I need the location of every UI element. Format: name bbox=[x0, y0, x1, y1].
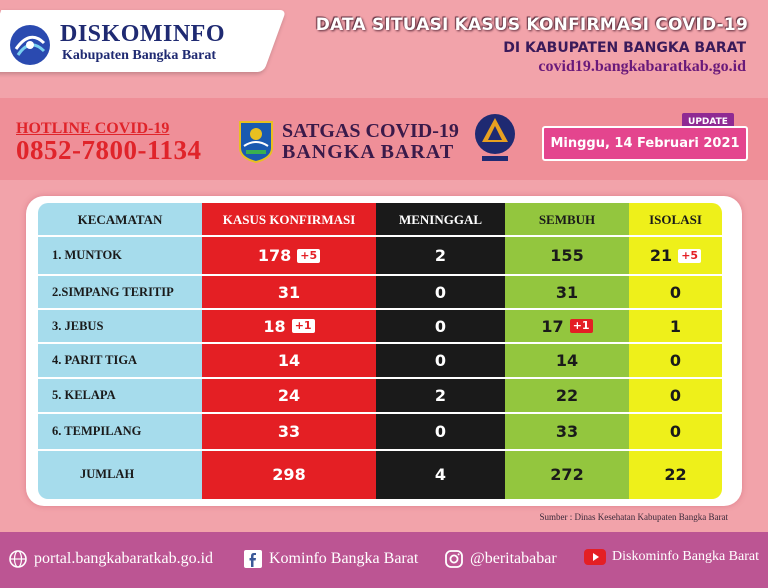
row-sembuh-value: 31 bbox=[555, 282, 579, 302]
row-isolasi-cell bbox=[629, 343, 722, 378]
row-sembuh-value: 22 bbox=[555, 386, 579, 405]
bangka-barat-emblem bbox=[236, 118, 276, 164]
row-sembuh-cell bbox=[505, 275, 629, 309]
header-kasus-konfirmasi: KASUS KONFIRMASI bbox=[222, 211, 356, 227]
kasus-delta-badge: +5 bbox=[297, 249, 320, 263]
hotline-label: HOTLINE COVID-19 bbox=[16, 120, 170, 137]
row-kecamatan-name: 2.SIMPANG TERITIP bbox=[52, 284, 174, 299]
footer-youtube[interactable] bbox=[584, 549, 759, 565]
kasus-delta-badge: +1 bbox=[292, 319, 315, 333]
header-meninggal: MENINGGAL bbox=[398, 211, 483, 227]
row-isolasi-value: 0 bbox=[669, 386, 682, 405]
sembuh-delta-badge: +1 bbox=[570, 319, 593, 333]
row-kasus-value: 14 bbox=[277, 351, 301, 370]
row-isolasi-cell bbox=[629, 236, 722, 275]
row-isolasi-value: 0 bbox=[669, 351, 682, 370]
row-meninggal-cell bbox=[376, 236, 505, 275]
footer-facebook[interactable] bbox=[243, 549, 418, 569]
row-meninggal-value: 0 bbox=[434, 282, 447, 302]
youtube-icon bbox=[584, 549, 606, 565]
row-kasus-cell bbox=[202, 236, 376, 275]
row-meninggal-cell bbox=[376, 378, 505, 413]
row-meninggal-cell bbox=[376, 413, 505, 450]
globe-icon bbox=[8, 549, 28, 569]
row-meninggal-cell bbox=[376, 275, 505, 309]
row-kecamatan-name: 6. TEMPILANG bbox=[52, 424, 142, 438]
row-meninggal-value: 2 bbox=[434, 246, 447, 265]
row-meninggal-value: 2 bbox=[434, 386, 447, 405]
footer-facebook-label: Kominfo Bangka Barat bbox=[269, 550, 419, 567]
brand-subtitle: Kabupaten Bangka Barat bbox=[62, 48, 217, 63]
row-isolasi-value: 21 bbox=[649, 246, 673, 265]
row-kasus-value: 18 bbox=[263, 316, 286, 336]
total-kasus-cell bbox=[202, 450, 376, 499]
footer-instagram-label: @beritababar bbox=[470, 550, 557, 567]
row-sembuh-cell bbox=[505, 378, 629, 413]
total-meninggal-cell bbox=[376, 450, 505, 499]
row-sembuh-value: 17 bbox=[541, 316, 564, 336]
row-kasus-cell bbox=[202, 309, 376, 343]
source-note: Sumber : Dinas Kesehatan Kabupaten Bangka Barat bbox=[539, 512, 728, 522]
row-meninggal-value: 0 bbox=[434, 316, 447, 336]
row-sembuh-cell bbox=[505, 413, 629, 450]
footer-portal[interactable] bbox=[8, 549, 213, 569]
row-kasus-value: 178 bbox=[257, 246, 292, 265]
update-date: Minggu, 14 Februari 2021 bbox=[542, 126, 748, 161]
row-kasus-value: 33 bbox=[277, 422, 301, 441]
row-isolasi-cell bbox=[629, 413, 722, 450]
total-meninggal-value: 4 bbox=[434, 465, 447, 484]
total-isolasi-cell bbox=[629, 450, 722, 499]
row-meninggal-value: 0 bbox=[434, 422, 447, 441]
update-badge: UPDATE bbox=[682, 113, 734, 130]
row-sembuh-value: 14 bbox=[555, 351, 579, 370]
row-kasus-cell bbox=[202, 275, 376, 309]
row-isolasi-cell bbox=[629, 275, 722, 309]
row-meninggal-cell bbox=[376, 343, 505, 378]
row-kecamatan-name: 3. JEBUS bbox=[52, 318, 104, 333]
header-isolasi: ISOLASI bbox=[649, 211, 702, 227]
hotline-number[interactable]: 0852-7800-1134 bbox=[16, 135, 202, 165]
row-kasus-value: 31 bbox=[277, 282, 301, 302]
row-sembuh-cell bbox=[505, 236, 629, 275]
header-kecamatan: KECAMATAN bbox=[77, 211, 163, 227]
isolasi-delta-badge: +5 bbox=[678, 249, 701, 263]
row-isolasi-cell bbox=[629, 378, 722, 413]
row-sembuh-cell bbox=[505, 309, 629, 343]
page-subtitle: DI KABUPATEN BANGKA BARAT bbox=[503, 40, 746, 56]
row-kecamatan-name: 1. MUNTOK bbox=[52, 248, 122, 262]
row-kasus-cell bbox=[202, 378, 376, 413]
total-row-label: JUMLAH bbox=[80, 467, 135, 481]
instagram-icon bbox=[444, 549, 464, 569]
row-kasus-cell bbox=[202, 413, 376, 450]
row-isolasi-value: 1 bbox=[669, 316, 682, 336]
footer-portal-label: portal.bangkabaratkab.go.id bbox=[34, 550, 214, 567]
total-kasus-value: 298 bbox=[272, 465, 306, 484]
row-isolasi-cell bbox=[629, 309, 722, 343]
total-sembuh-cell bbox=[505, 450, 629, 499]
total-isolasi-value: 22 bbox=[664, 465, 687, 484]
row-kasus-value: 24 bbox=[277, 386, 301, 405]
diskominfo-logo bbox=[8, 23, 52, 67]
row-meninggal-cell bbox=[376, 309, 505, 343]
satgas-line-2: BANGKA BARAT bbox=[282, 141, 455, 163]
row-kecamatan-name: 5. KELAPA bbox=[52, 388, 116, 402]
row-kasus-cell bbox=[202, 343, 376, 378]
total-sembuh-value: 272 bbox=[550, 465, 584, 484]
row-isolasi-value: 0 bbox=[669, 422, 682, 441]
row-sembuh-value: 155 bbox=[550, 246, 584, 265]
brand-title: DISKOMINFO bbox=[60, 21, 226, 47]
row-kecamatan-name: 4. PARIT TIGA bbox=[52, 353, 138, 367]
row-isolasi-value: 0 bbox=[669, 282, 682, 302]
bnpb-logo bbox=[470, 112, 520, 164]
footer-instagram[interactable] bbox=[444, 549, 557, 569]
satgas-line-1: SATGAS COVID-19 bbox=[282, 120, 459, 142]
header-sembuh: SEMBUH bbox=[538, 211, 596, 227]
row-sembuh-value: 33 bbox=[555, 422, 579, 441]
header-url[interactable]: covid19.bangkabaratkab.go.id bbox=[538, 58, 746, 75]
page-title: DATA SITUASI KASUS KONFIRMASI COVID-19 bbox=[315, 15, 748, 35]
row-sembuh-cell bbox=[505, 343, 629, 378]
row-meninggal-value: 0 bbox=[434, 351, 447, 370]
facebook-icon bbox=[243, 549, 263, 569]
footer-youtube-label: Diskominfo Bangka Barat bbox=[612, 549, 759, 564]
